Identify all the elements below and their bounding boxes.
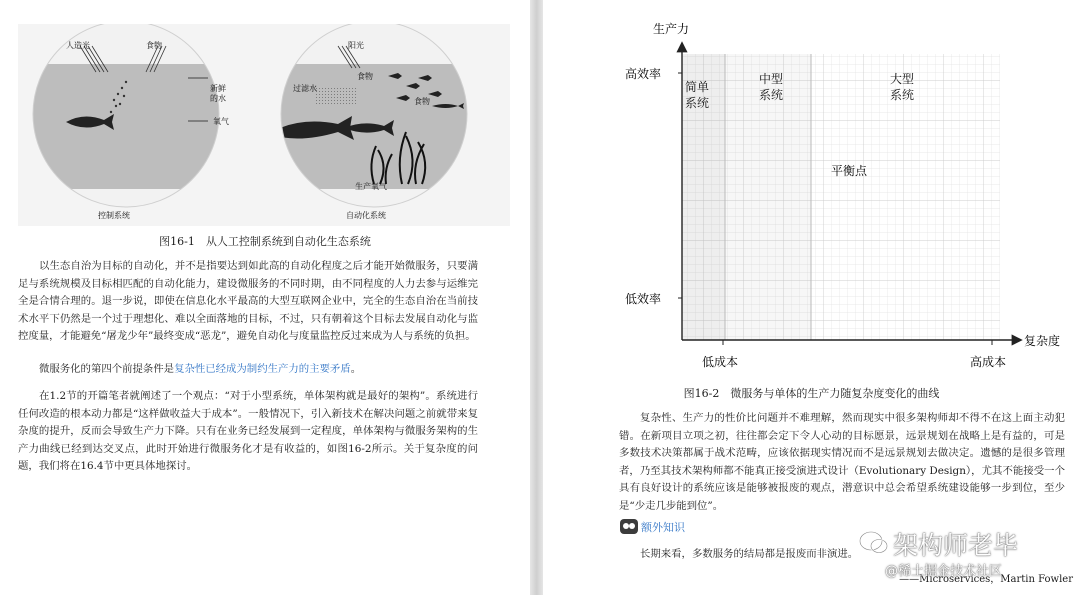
watermark: [859, 526, 1079, 586]
label-sunlight: 阳光: [348, 41, 364, 50]
right-page: [543, 0, 1080, 595]
figure-16-1-caption: 图16-1 从人工控制系统到自动化生态系统: [159, 235, 371, 248]
figure-16-2-chart: [543, 0, 1080, 378]
figure-16-2-caption: 图16-2 微服务与单体的生产力随复杂度变化的曲线: [683, 387, 940, 400]
region-label-simple: 简单系统: [685, 80, 710, 110]
paragraph-fourth-prerequisite: [18, 361, 478, 379]
extra-knowledge-title: 额外知识: [641, 521, 685, 534]
figure-16-1-illustration: [18, 24, 510, 226]
paragraph-tradeoff: 复杂性、生产力的性价比问题并不难理解，然而现实中很多架构师却不得不在这上面主动犯错。在新项目立项之初，往往都会定下令人心动的目标愿景，远景规划在战略上是有益的，可是多数技术决策都属于战术范畴，应该依据现实情况而不是远景规划去做决定。遗憾的是很多管理者，乃至其技术架构师都不能真正接受演进式设计（Evolutionary Design），尤其不能接受一个具有良好设计的系统应该是能够被报废的观点，潜意识中总会希望系统建设能够一步到位，至少是“少走几步能到位”。: [619, 412, 1065, 512]
label-artificial-light: 人造光: [66, 41, 90, 50]
label-automation-system: 自动化系统: [346, 211, 386, 220]
label-food-right-2: 食物: [414, 97, 430, 106]
y-axis-label: 生产力: [653, 22, 690, 36]
label-control-system: 控制系统: [98, 211, 130, 220]
label-filtered-water: 过滤水: [293, 84, 317, 93]
page-gutter: [530, 0, 543, 595]
note-icon: [619, 518, 639, 535]
paragraph-automation: 以生态自治为目标的自动化，并不是指要达到如此高的自动化程度之后才能开始微服务，只要满足与系统规模及目标相匹配的自动化能力，建设微服务的不同时期，由不同程度的人力去参与运维完全是合情合理的。退一步说，即使在信息化水平最高的大型互联网企业中，完全的生态自治在当前技术水平下仍然是一个过于理想化、难以全面落地的目标，不过，只有朝着这个目标去发展自动化与监控度量，才能避免“屠龙少年”最终变成“恶龙”，避免自动化与度量监控反过来成为人与系统的负担。: [18, 260, 478, 343]
label-food-right: 食物: [357, 72, 373, 81]
paragraph-fourth-prerequisite-text: 微服务化的第四个前提条件是: [39, 363, 175, 375]
y-tick-label-low: 低效率: [625, 292, 662, 306]
paragraph-complexity: 在1.2节的开篇笔者就阐述了一个观点：“对于小型系统，单体架构就是最好的架构”。系统进行任何改造的根本动力都是“这样做收益大于成本”。一般情况下，引入新技术在解决问题之前就带来复杂度的提升，反而会导致生产力下降。只有在业务已经发展到一定程度，单体架构与微服务架构的生产力曲线已经到达交叉点，此时开始进行微服务化才是有收益的，如图16-2所示。关于复杂度的问题，我们将在16.4节中更具体地探讨。: [18, 390, 478, 473]
highlighted-text: 复杂性已经成为制约生产力的主要矛盾: [174, 363, 351, 375]
region-label-medium: 中型系统: [759, 72, 784, 102]
x-tick-label-high: 高成本: [970, 355, 1007, 369]
quote-text: 长期来看，多数服务的结局都是报废而非演进。: [640, 548, 859, 560]
x-axis-label: 复杂度: [1024, 334, 1061, 348]
label-produce-oxygen: 生产氧气: [355, 182, 387, 191]
left-page: [0, 0, 530, 595]
region-label-large: 大型系统: [890, 72, 915, 102]
label-oxygen: 氧气: [213, 117, 229, 126]
x-tick-label-low: 低成本: [702, 355, 739, 369]
label-food-left: 食物: [146, 41, 162, 50]
crossover-label: 平衡点: [831, 164, 868, 178]
y-tick-label-high: 高效率: [625, 67, 662, 81]
wechat-icon: [859, 530, 889, 556]
quote-attribution: ——Microservices，Martin Fowler: [899, 574, 1073, 585]
paragraph-fourth-prerequisite-end: 。: [350, 363, 362, 375]
watermark-title: 架构师老毕: [893, 531, 1019, 560]
label-fresh-water: 新鲜的水: [210, 84, 226, 103]
watermark-subtitle: @稀土掘金技术社区: [885, 564, 1003, 579]
